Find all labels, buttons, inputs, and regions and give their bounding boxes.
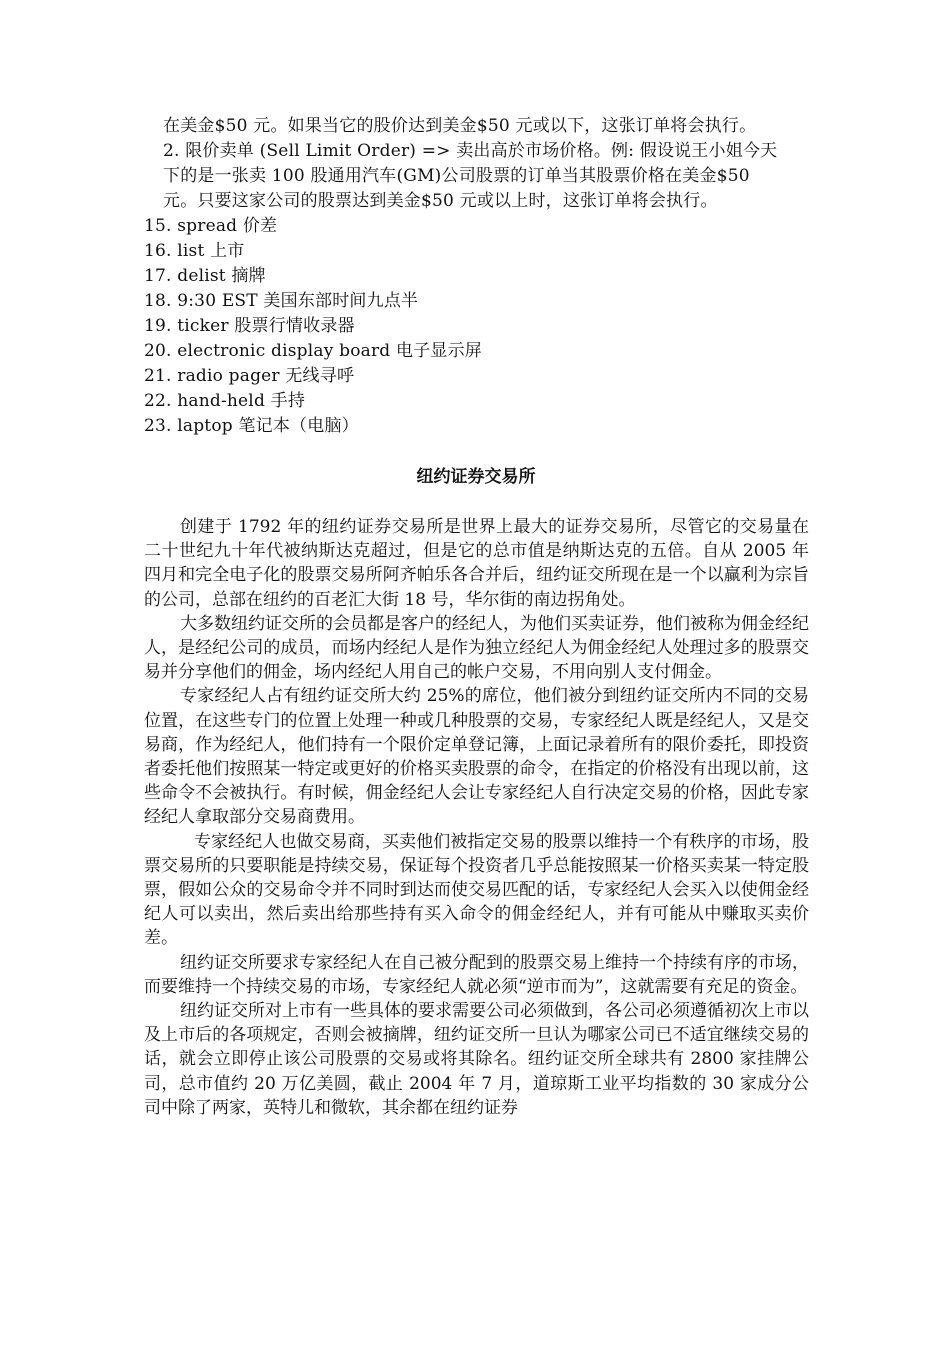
term-item: 15. spread 价差	[144, 216, 278, 236]
paragraph: 专家经纪人占有纽约证交所大约 25%的席位，他们被分到纽约证交所内不同的交易位置，在这些专门的位置上处理一种或几种股票的交易，专家经纪人既是经纪人，又是交易商，作为经纪人，他们持有一个限价定单登记簿，上面记录着所有的限价委托，即投资者委托他们按照某一特定或更好的价格买卖股票的命令，在指定的价格没有出现以前，这些命令不会被执行。有时候，佣金经纪人会让专家经纪人自行决定交易的价格，因此专家经纪人拿取部分交易商费用。	[144, 686, 809, 828]
paragraph: 创建于 1792 年的纽约证券交易所是世界上最大的证券交易所，尽管它的交易量在二十世纪九十年代被纳斯达克超过，但是它的总市值是纳斯达克的五倍。自从 2005 年四月和完全电子化的股票交易所阿齐帕乐各合并后，纽约证交所现在是一个以赢利为宗旨的公司，总部在纽约的百老汇大街 18 号，华尔街的南边拐角处。	[144, 517, 809, 610]
text-line: 在美金$50 元。如果当它的股价达到美金$50 元或以下，这张订单将会执行。	[163, 116, 757, 136]
paragraph: 专家经纪人也做交易商，买卖他们被指定交易的股票以维持一个有秩序的市场，股票交易所的只要职能是持续交易，保证每个投资者几乎总能按照某一价格买卖某一特定股票，假如公众的交易命令并不同时到达而使交易匹配的话，专家经纪人会买入以使佣金经纪人可以卖出，然后卖出给那些持有买入命令的佣金经纪人，并有可能从中赚取买卖价差。	[144, 831, 809, 949]
text-line: 下的是一张卖 100 股通用汽车(GM)公司股票的订单当其股票价格在美金$50	[163, 166, 750, 186]
term-item: 16. list 上市	[144, 241, 245, 261]
paragraph: 纽约证交所对上市有一些具体的要求需要公司必须做到，各公司必须遵循初次上市以及上市后的各项规定，否则会被摘牌，纽约证交所一旦认为哪家公司已不适宜继续交易的话，就会立即停止该公司股票的交易或将其除名。纽约证交所全球共有 2800 家挂牌公司，总市值约 20 万亿美圆，截止 2004 年 7 月，道琼斯工业平均指数的 30 家成分公司中除了两家，英特儿和微软，其余都在纽约证券	[144, 1001, 809, 1118]
term-item: 18. 9:30 EST 美国东部时间九点半	[144, 291, 419, 311]
section-title: 纽约证券交易所	[416, 467, 536, 487]
paragraph: 纽约证交所要求专家经纪人在自己被分配到的股票交易上维持一个持续有序的市场，而要维持一个持续交易的市场，专家经纪人就必须“逆市而为”，这就需要有充足的资金。	[144, 952, 809, 997]
article-body	[144, 515, 809, 1120]
term-item: 22. hand-held 手持	[144, 391, 306, 411]
order-types-list	[144, 114, 816, 439]
paragraph: 大多数纽约证交所的会员都是客户的经纪人，为他们买卖证券，他们被称为佣金经纪人，是经纪公司的成员，而场内经纪人是作为独立经纪人为佣金经纪人处理过多的股票交易并分享他们的佣金，场内经纪人用自己的帐户交易，不用向别人支付佣金。	[144, 613, 809, 683]
list-item-sell-limit-order: 2. 限价卖单 (Sell Limit Order) => 卖出高於市场价格。例: 假设说王小姐今天	[163, 141, 778, 161]
term-item: 21. radio pager 无线寻呼	[144, 366, 355, 386]
text-line: 元。只要这家公司的股票达到美金$50 元或以上时，这张订单将会执行。	[163, 191, 718, 211]
term-item: 17. delist 摘牌	[144, 266, 266, 286]
term-item: 20. electronic display board 电子显示屏	[144, 341, 482, 361]
term-item: 23. laptop 笔记本（电脑）	[144, 416, 359, 436]
term-item: 19. ticker 股票行情收录器	[144, 316, 355, 336]
